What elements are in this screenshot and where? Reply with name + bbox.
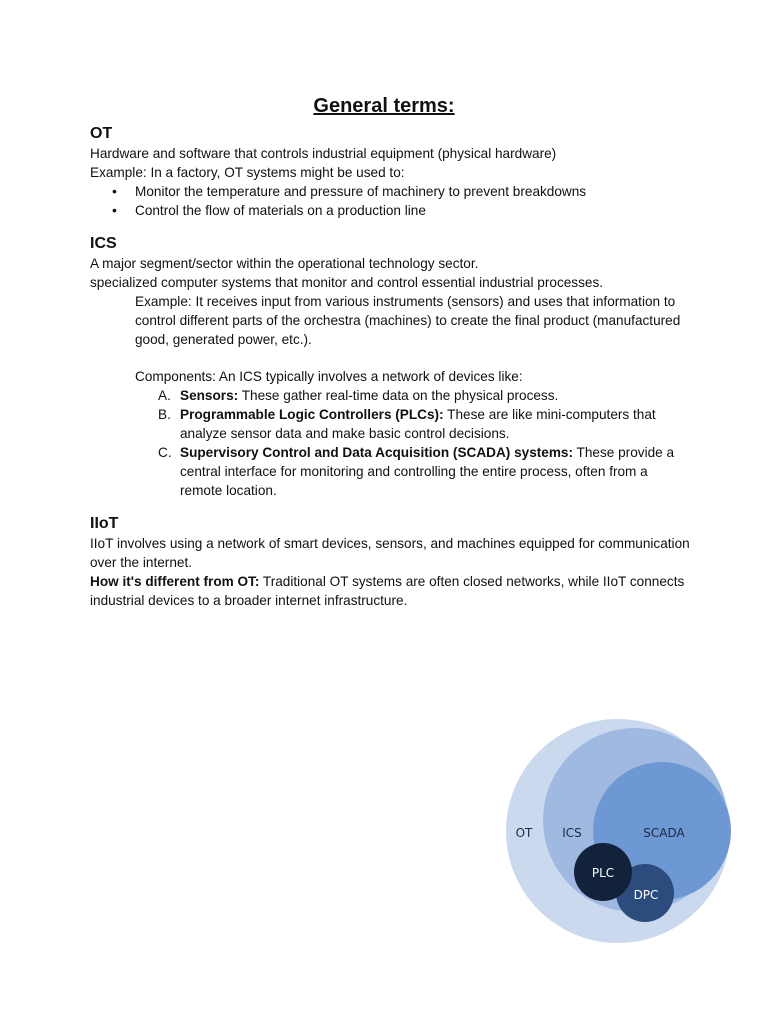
ics-label: ICS — [562, 826, 582, 840]
component-desc: These gather real-time data on the physical process. — [238, 388, 559, 403]
ics-example: Example: It receives input from various instruments (sensors) and uses that information to control different parts of the orchestra (machines) to create the final product (manufactured good, generated power, etc.). — [135, 294, 681, 347]
list-marker: B. — [158, 407, 171, 422]
component-term: Supervisory Control and Data Acquisition (SCADA) systems: — [180, 445, 574, 460]
component-desc: These are like mini-computers that analyze sensor data and make basic control decisions. — [180, 407, 656, 441]
ot-label: OT — [515, 826, 533, 840]
plc-label: PLC — [591, 866, 615, 880]
ot-heading: OT — [90, 125, 113, 142]
ot-definition: Hardware and software that controls industrial equipment (physical hardware) — [90, 146, 557, 161]
component-term: Sensors: — [180, 388, 239, 403]
iiot-diff-text: Traditional OT systems are often closed networks, while IIoT connects industrial devices to a broader internet infrastructure. — [90, 574, 685, 608]
ot-example: Example: In a factory, OT systems might be used to: — [90, 165, 405, 180]
ot-bullet-item: • Control the flow of materials on a production line — [90, 201, 690, 220]
ics-components-intro: Components: An ICS typically involves a network of devices like: — [135, 369, 523, 384]
iiot-heading: IIoT — [90, 515, 119, 532]
document-body — [90, 124, 690, 610]
ot-bullet-list — [90, 182, 690, 220]
ics-heading: ICS — [90, 235, 117, 252]
dpc-label: DPC — [633, 888, 659, 902]
ics-description: specialized computer systems that monitor and control essential industrial processes. — [90, 275, 604, 290]
page-title: General terms: — [313, 95, 455, 117]
scada-label: SCADA — [643, 826, 685, 840]
ot-ics-venn-diagram — [505, 716, 735, 948]
component-item-scada — [90, 443, 690, 500]
component-term: Programmable Logic Controllers (PLCs): — [180, 407, 444, 422]
ot-bullet-item: • Monitor the temperature and pressure of machinery to prevent breakdowns — [90, 182, 690, 201]
component-item-plc — [90, 405, 690, 443]
component-desc: These provide a central interface for monitoring and controlling the entire process, often from a remote location. — [180, 445, 675, 498]
iiot-difference — [90, 572, 690, 610]
iiot-diff-label: How it's different from OT: — [90, 574, 260, 589]
venn-svg — [505, 716, 735, 948]
list-marker: A. — [158, 388, 171, 403]
component-item-sensors — [90, 386, 690, 405]
ics-definition: A major segment/sector within the operational technology sector. — [90, 256, 479, 271]
iiot-definition: IIoT involves using a network of smart devices, sensors, and machines equipped for communication over the internet. — [90, 536, 690, 570]
list-marker: C. — [158, 445, 172, 460]
ics-components-list — [90, 386, 690, 500]
